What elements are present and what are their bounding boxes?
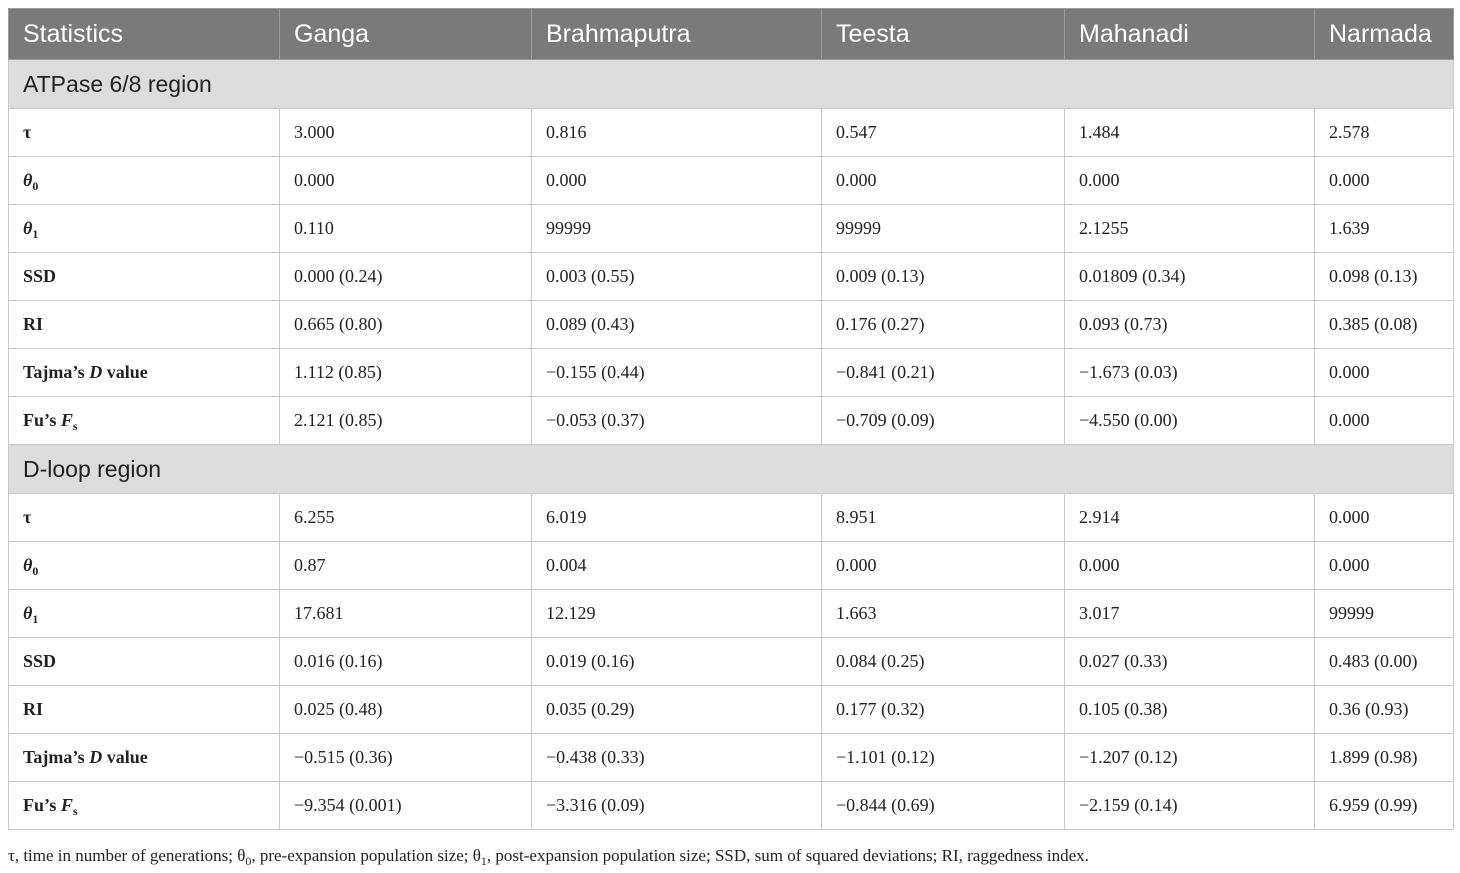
table-cell: 0.000 — [1065, 157, 1315, 205]
table-cell: 1.663 — [822, 590, 1065, 638]
label-part: Tajma’s — [23, 362, 90, 382]
table-cell: 1.484 — [1065, 109, 1315, 157]
table-cell: 0.01809 (0.34) — [1065, 253, 1315, 301]
table-cell: 0.000 — [1065, 542, 1315, 590]
table-cell: 2.1255 — [1065, 205, 1315, 253]
table-cell: 0.009 (0.13) — [822, 253, 1065, 301]
section-title: ATPase 6/8 region — [9, 60, 1454, 109]
table-cell: 0.019 (0.16) — [532, 638, 822, 686]
row-label — [9, 734, 280, 782]
tau-symbol: τ — [23, 122, 32, 142]
table-cell: 0.000 — [1315, 542, 1454, 590]
table-cell: 8.951 — [822, 494, 1065, 542]
table-cell: −1.207 (0.12) — [1065, 734, 1315, 782]
table-cell: 0.000 — [1315, 349, 1454, 397]
table-cell: 0.003 (0.55) — [532, 253, 822, 301]
statistics-table — [8, 8, 1454, 830]
row-label — [9, 494, 280, 542]
row-label — [9, 542, 280, 590]
label-part: Tajma’s — [23, 747, 90, 767]
table-cell: 0.547 — [822, 109, 1065, 157]
table-cell: −0.053 (0.37) — [532, 397, 822, 445]
label-part: value — [102, 747, 148, 767]
footnote-part: , post-expansion population size; SSD, sum of squared deviations; RI, raggedness index. — [486, 846, 1089, 865]
table-cell: −0.155 (0.44) — [532, 349, 822, 397]
header-ganga: Ganga — [280, 9, 532, 60]
subscript: 0 — [32, 179, 39, 193]
subscript: s — [72, 419, 78, 433]
label-part: D — [89, 362, 103, 382]
subscript: s — [72, 804, 78, 818]
table-cell: 0.084 (0.25) — [822, 638, 1065, 686]
table-cell: 2.914 — [1065, 494, 1315, 542]
table-cell: −3.316 (0.09) — [532, 782, 822, 830]
row-label — [9, 349, 280, 397]
table-cell: 0.000 — [822, 542, 1065, 590]
ssd-label: SSD — [23, 266, 57, 286]
ri-label: RI — [23, 699, 44, 719]
table-row-fu-fs — [9, 397, 1454, 445]
table-cell: 2.121 (0.85) — [280, 397, 532, 445]
table-cell: 3.000 — [280, 109, 532, 157]
table-cell: 99999 — [822, 205, 1065, 253]
table-cell: 0.483 (0.00) — [1315, 638, 1454, 686]
header-statistics: Statistics — [9, 9, 280, 60]
table-cell: 0.176 (0.27) — [822, 301, 1065, 349]
row-label — [9, 397, 280, 445]
table-row-ri — [9, 686, 1454, 734]
table-cell: −0.709 (0.09) — [822, 397, 1065, 445]
header-brahmaputra: Brahmaputra — [532, 9, 822, 60]
table-cell: 1.112 (0.85) — [280, 349, 532, 397]
row-label — [9, 590, 280, 638]
footnote-part: , pre-expansion population size; θ — [251, 846, 481, 865]
ri-label: RI — [23, 314, 44, 334]
table-row-theta0 — [9, 542, 1454, 590]
table-cell: 3.017 — [1065, 590, 1315, 638]
table-cell: 0.000 — [532, 157, 822, 205]
header-narmada: Narmada — [1315, 9, 1454, 60]
table-row-tau — [9, 109, 1454, 157]
table-cell: −0.841 (0.21) — [822, 349, 1065, 397]
theta-symbol: θ — [23, 555, 33, 575]
table-row-ri — [9, 301, 1454, 349]
table-cell: −0.844 (0.69) — [822, 782, 1065, 830]
table-row-fu-fs — [9, 782, 1454, 830]
table-cell: 0.025 (0.48) — [280, 686, 532, 734]
table-row-theta1 — [9, 205, 1454, 253]
row-label — [9, 253, 280, 301]
table-row-ssd — [9, 253, 1454, 301]
table-row-ssd — [9, 638, 1454, 686]
table-cell: 99999 — [1315, 590, 1454, 638]
row-label — [9, 686, 280, 734]
table-cell: 0.089 (0.43) — [532, 301, 822, 349]
table-cell: −2.159 (0.14) — [1065, 782, 1315, 830]
header-teesta: Teesta — [822, 9, 1065, 60]
section-title: D-loop region — [9, 445, 1454, 494]
label-part: F — [60, 410, 73, 430]
table-cell: 0.035 (0.29) — [532, 686, 822, 734]
table-cell: 0.110 — [280, 205, 532, 253]
table-row-theta0 — [9, 157, 1454, 205]
table-cell: 0.36 (0.93) — [1315, 686, 1454, 734]
label-part: Fu’s — [23, 410, 61, 430]
table-cell: 0.816 — [532, 109, 822, 157]
table-cell: 0.000 — [822, 157, 1065, 205]
label-part: D — [89, 747, 103, 767]
table-cell: 1.639 — [1315, 205, 1454, 253]
table-cell: 0.098 (0.13) — [1315, 253, 1454, 301]
table-cell: 6.959 (0.99) — [1315, 782, 1454, 830]
table-cell: 99999 — [532, 205, 822, 253]
label-part: value — [102, 362, 148, 382]
table-cell: 0.000 — [1315, 157, 1454, 205]
subscript: 1 — [32, 227, 39, 241]
row-label — [9, 638, 280, 686]
table-cell: 0.105 (0.38) — [1065, 686, 1315, 734]
footnote-part: τ, time in number of generations; θ — [8, 846, 246, 865]
table-cell: −0.438 (0.33) — [532, 734, 822, 782]
table-cell: 12.129 — [532, 590, 822, 638]
table-cell: 0.016 (0.16) — [280, 638, 532, 686]
table-cell: 0.093 (0.73) — [1065, 301, 1315, 349]
table-cell: 6.019 — [532, 494, 822, 542]
section-row — [9, 445, 1454, 494]
table-cell: −0.515 (0.36) — [280, 734, 532, 782]
table-cell: −1.101 (0.12) — [822, 734, 1065, 782]
table-row-tajima-d — [9, 734, 1454, 782]
table-cell: 0.665 (0.80) — [280, 301, 532, 349]
table-cell: 0.027 (0.33) — [1065, 638, 1315, 686]
row-label — [9, 782, 280, 830]
label-part: Fu’s — [23, 795, 61, 815]
table-row-theta1 — [9, 590, 1454, 638]
table-cell: 0.000 — [280, 157, 532, 205]
table-cell: 17.681 — [280, 590, 532, 638]
table-cell: 0.385 (0.08) — [1315, 301, 1454, 349]
table-row-tajima-d — [9, 349, 1454, 397]
tau-symbol: τ — [23, 507, 32, 527]
table-cell: 1.899 (0.98) — [1315, 734, 1454, 782]
table-cell: 0.004 — [532, 542, 822, 590]
table-cell: 0.87 — [280, 542, 532, 590]
subscript: 0 — [32, 564, 39, 578]
row-label — [9, 109, 280, 157]
table-cell: −9.354 (0.001) — [280, 782, 532, 830]
theta-symbol: θ — [23, 170, 33, 190]
theta-symbol: θ — [23, 218, 33, 238]
table-cell: 0.000 (0.24) — [280, 253, 532, 301]
ssd-label: SSD — [23, 651, 57, 671]
header-mahanadi: Mahanadi — [1065, 9, 1315, 60]
table-cell: −4.550 (0.00) — [1065, 397, 1315, 445]
label-part: F — [60, 795, 73, 815]
table-cell: 6.255 — [280, 494, 532, 542]
section-row — [9, 60, 1454, 109]
table-row-tau — [9, 494, 1454, 542]
table-footnote — [8, 846, 1453, 866]
table-cell: −1.673 (0.03) — [1065, 349, 1315, 397]
table-cell: 0.177 (0.32) — [822, 686, 1065, 734]
row-label — [9, 157, 280, 205]
subscript: 1 — [32, 612, 39, 626]
table-cell: 0.000 — [1315, 494, 1454, 542]
table-cell: 0.000 — [1315, 397, 1454, 445]
theta-symbol: θ — [23, 603, 33, 623]
header-row — [9, 9, 1454, 60]
row-label — [9, 301, 280, 349]
table-cell: 2.578 — [1315, 109, 1454, 157]
footnote-sub: 0 — [245, 854, 252, 868]
footnote-sub: 1 — [480, 854, 487, 868]
row-label — [9, 205, 280, 253]
